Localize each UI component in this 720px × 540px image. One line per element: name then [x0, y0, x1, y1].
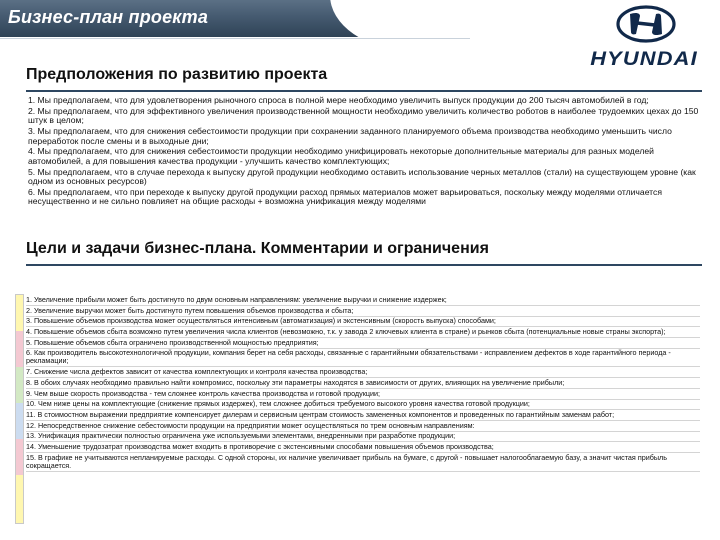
- section-divider: [26, 90, 702, 92]
- list-item: 7. Снижение числа дефектов зависит от качества комплектующих и контроля качества производства;: [26, 368, 700, 378]
- list-item: 6. Мы предполагаем, что при переходе к выпуску другой продукции расход прямых материалов может варьироваться, поскольку между моделями отличается несущественно и не сильно повлияет на общие расходы + возможна унификация между моделями: [28, 186, 662, 207]
- list-item: 8. В обоих случаях необходимо правильно найти компромисс, поскольку эти параметры находятся в зависимости от других, влияющих на увеличение прибыли;: [26, 379, 700, 389]
- header-curve: [330, 0, 490, 50]
- list-item: 12. Непосредственное снижение себестоимости продукции на предприятии может осуществляться по трем основным направлениям:: [26, 422, 700, 432]
- list-item: 3. Мы предполагаем, что для снижения себестоимости продукции при сохранении заданного планируемого объема производства необходимо уменьшить число переработок после смены и в выходные дни;: [28, 125, 672, 146]
- slide-title: Бизнес-план проекта: [8, 7, 209, 27]
- list-item: 2. Мы предполагаем, что для эффективного увеличения производственной мощности необходимо увеличить количество роботов в наиболее трудоемких цехах до 150 штук в целом;: [28, 105, 699, 126]
- list-item: 11. В стоимостном выражении предприятие компенсирует дилерам и сервисным центрам стоимость замененных компонентов и проведенных по гарантийным заменам работ;: [26, 411, 700, 421]
- section-divider: [26, 264, 702, 266]
- list-item: 4. Мы предполагаем, что для снижения себестоимости продукции необходимо унифицировать некоторые дополнительные материалы для разных моделей автомобилей, а для повышения качества продукции - улучшить качество комплектующих;: [28, 146, 654, 166]
- list-item: 6. Как производитель высокотехнологичной продукции, компания берет на себя расходы, связанные с гарантийными обязательствами - исправлением дефектов в ходе гарантийного периода - рекламации;: [26, 349, 700, 367]
- section-title-assumptions: Предположения по развитию проекта: [26, 66, 328, 83]
- hyundai-logo: [574, 4, 714, 74]
- list-item: 9. Чем выше скорость производства - тем сложнее контроль качества производства и готовой продукции;: [26, 390, 700, 400]
- list-item: 5. Мы предполагаем, что в случае перехода к выпуску другой продукции необходимо оставить использование черных металлов (стали) на существующем уровне (как одном из основных ресурсов): [28, 166, 696, 187]
- list-item: 15. В графике не учитываются непланируемые расходы. С одной стороны, их наличие увеличивает прибыль на бумаге, с другой - повышает налогооблагаемую базу, а значит чистая прибыль сокращается.: [26, 454, 700, 472]
- list-item: 10. Чем ниже цены на комплектующие (снижение прямых издержек), тем сложнее добиться требуемого высокого уровня качества готовой продукции;: [26, 400, 700, 410]
- hyundai-wordmark: HYUNDAI: [590, 49, 698, 70]
- list-item: 4. Повышение объемов сбыта возможно путем увеличения числа клиентов (невозможно, т.к. у завода 2 ключевых клиента в стране) и рынков сбыта (потенциальные новые страны экспорта);: [26, 328, 700, 338]
- list-item: 1. Мы предполагаем, что для удовлетворения рыночного спроса в полной мере необходимо увеличить выпуск продукции до 200 тысяч автомобилей в год;: [28, 95, 649, 105]
- header-divider: [0, 38, 470, 39]
- list-item: 13. Унификация практически полностью ограничена уже используемыми элементами, внедренными при разработке продукции;: [26, 432, 700, 442]
- list-item: 2. Увеличение выручки может быть достигнуто путем повышения объемов производства и сбыта;: [26, 307, 700, 317]
- list-item: 14. Уменьшение трудозатрат производства может входить в противоречие с экстенсивными способами повышения объемов производства;: [26, 443, 700, 453]
- list-item: 5. Повышение объемов сбыта ограничено производственной мощностью предприятия;: [26, 339, 700, 349]
- list-item: 1. Увеличение прибыли может быть достигнуто по двум основным направлениям: увеличение выручки и снижение издержек;: [26, 296, 700, 306]
- hyundai-emblem-icon: [616, 4, 676, 44]
- section-title-goals: Цели и задачи бизнес-плана. Комментарии и ограничения: [26, 240, 489, 257]
- assumptions-list: [28, 96, 700, 208]
- color-marker-strip: [15, 294, 24, 524]
- goals-list: [26, 296, 700, 472]
- list-item: 3. Повышение объемов производства может осуществляться интенсивным (автоматизация) и экстенсивным (скорость выпуска) способами;: [26, 317, 700, 327]
